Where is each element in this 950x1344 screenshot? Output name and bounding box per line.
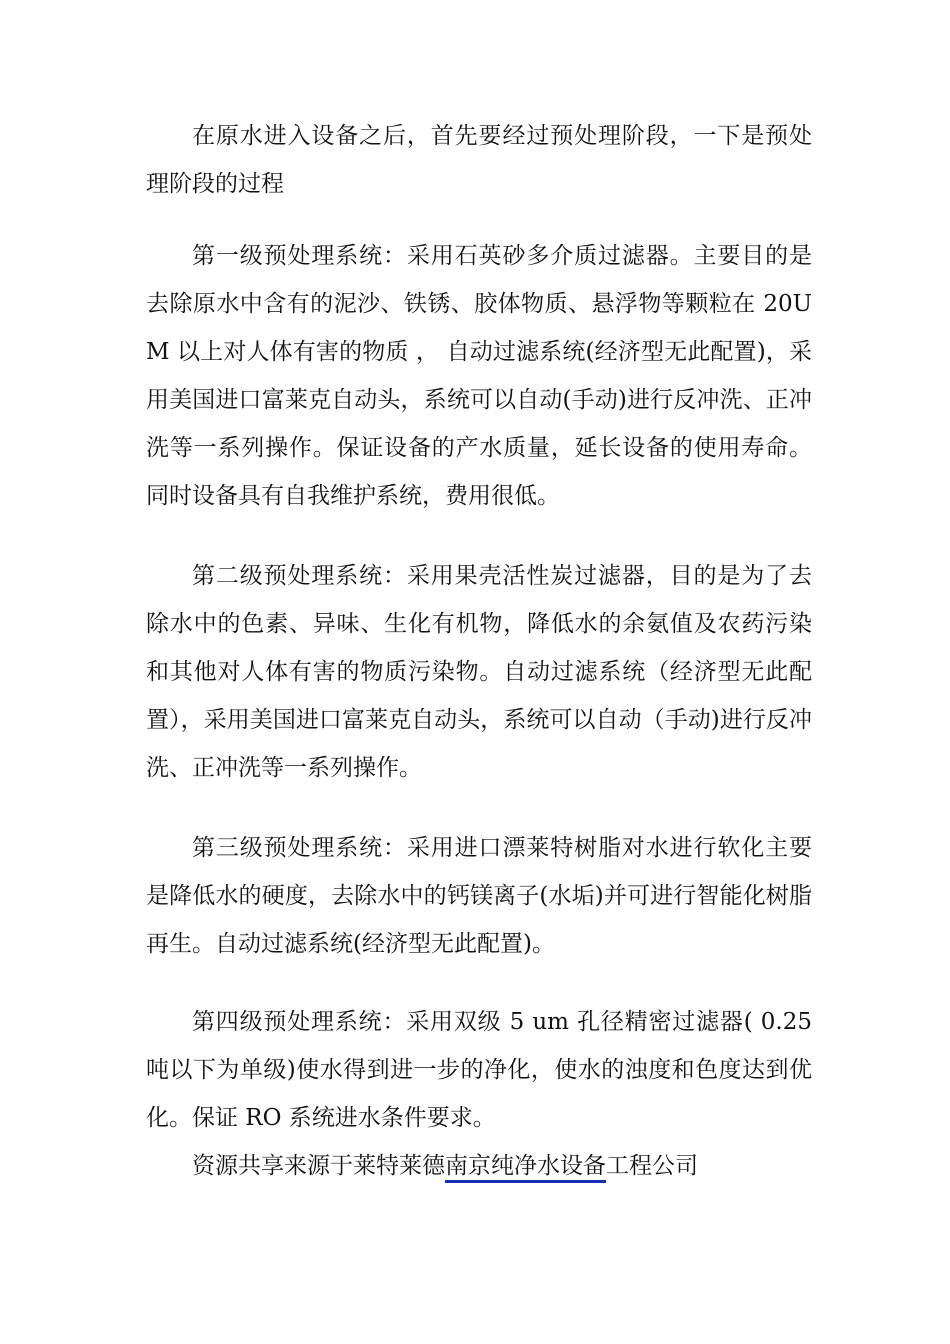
source-footer-paragraph <box>146 1142 812 1190</box>
stage-one-paragraph: 第一级预处理系统：采用石英砂多介质过滤器。主要目的是去除原水中含有的泥沙、铁锈、胶体物质、悬浮物等颗粒在 20UM 以上对人体有害的物质 ， 自动过滤系统(经济型无此配置)，采用美国进口富莱克自动头，系统可以自动(手动)进行反冲洗、正冲洗等一系列操作。保证设备的产水质量，延长设备的使用寿命。同时设备具有自我维护系统，费用很低。 <box>146 243 812 509</box>
stage-two-paragraph: 第二级预处理系统：采用果壳活性炭过滤器，目的是为了去除水中的色素、异味、生化有机物，降低水的余氨值及农药污染和其他对人体有害的物质污染物。自动过滤系统（经济型无此配置），采用美国进口富莱克自动头，系统可以自动（手动)进行反冲洗、正冲洗等一系列操作。 <box>146 563 812 781</box>
intro-paragraph: 在原水进入设备之后，首先要经过预处理阶段，一下是预处理阶段的过程 <box>146 123 812 197</box>
company-link[interactable]: 南京纯净水设备 <box>445 1153 606 1183</box>
footer-prefix-text: 资源共享来源于莱特莱德 <box>192 1153 445 1179</box>
stage-three-paragraph: 第三级预处理系统：采用进口漂莱特树脂对水进行软化主要是降低水的硬度，去除水中的钙镁离子(水垢)并可进行智能化树脂再生。自动过滤系统(经济型无此配置)。 <box>146 835 812 957</box>
stage-four-paragraph: 第四级预处理系统：采用双级 5 um 孔径精密过滤器( 0.25 吨以下为单级)使水得到进一步的净化，使水的浊度和色度达到优化。保证 RO 系统进水条件要求。 <box>146 1009 812 1131</box>
footer-suffix-text: 工程公司 <box>606 1153 698 1179</box>
